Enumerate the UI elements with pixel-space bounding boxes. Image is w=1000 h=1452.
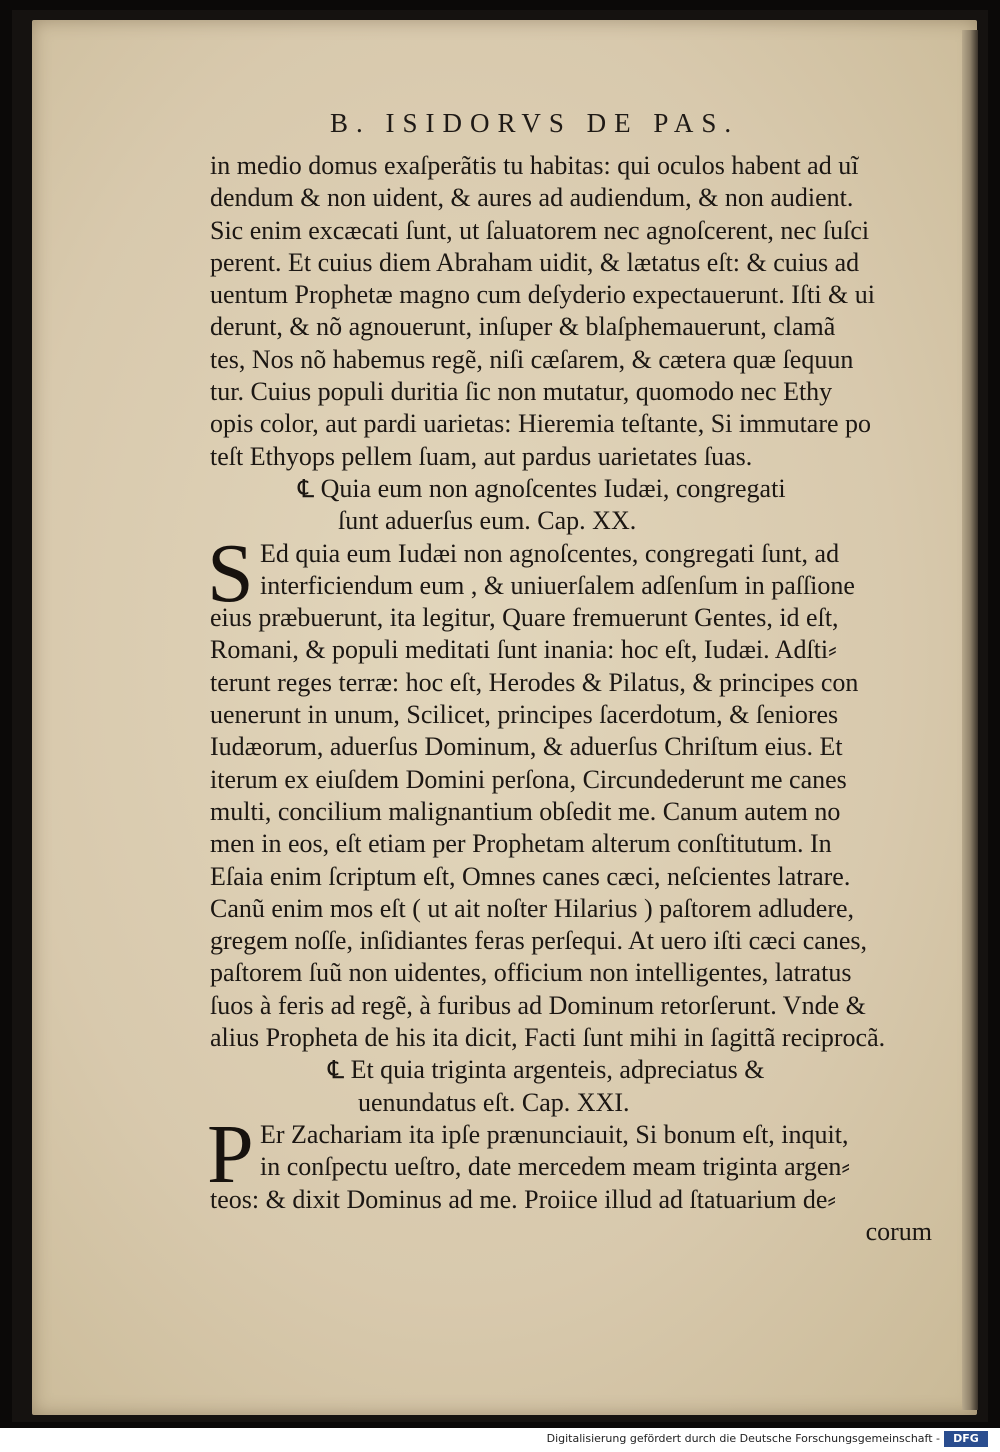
chapter-21-lines [210, 1119, 932, 1216]
pilcrow-icon: ℄ [328, 1057, 345, 1085]
chapter-21-text [207, 1107, 932, 1216]
text-line: Eſaia enim ſcriptum eſt, Omnes canes cæci, neſcientes latrare. [210, 861, 851, 891]
drop-cap: S [207, 526, 254, 620]
heading-line [298, 1054, 932, 1086]
text-line: iterum ex eiuſdem Domini perſona, Circundederunt me canes [210, 764, 847, 794]
footer-bar [0, 1428, 1000, 1452]
text-line: derunt, & nõ agnouerunt, inſuper & blaſphemauerunt, clamã [210, 312, 836, 342]
text-line: tur. Cuius populi duritia ſic non mutatur, quomodo nec Ethy [210, 377, 833, 407]
text-line: gregem noſſe, inſidiantes feras perſequi. At uero iſti cæci canes, [210, 926, 868, 956]
heading-line [298, 473, 932, 505]
page-edge [962, 30, 978, 1410]
text-line: uenerunt in unum, Scilicet, principes ſacerdotum, & ſeniores [210, 700, 839, 730]
text-line: in medio domus exaſperãtis tu habitas: qui oculos habent ad uĩ [210, 151, 859, 180]
heading-line: ſunt aduerſus eum. Cap. XX. [338, 506, 637, 536]
text-line: teos: & dixit Dominus ad me. Proiice illud ad ſtatuarium de⸗ [210, 1184, 837, 1214]
footer-credit: Digitalisierung gefördert durch die Deutsche Forschungsgemeinschaft - [546, 1432, 940, 1445]
text-line: Canũ enim mos eſt ( ut ait noſter Hilarius ) paſtorem adludere, [210, 893, 855, 923]
chapter-20-heading [210, 473, 932, 538]
heading-text: Quia eum non agnoſcentes Iudæi, congregati [320, 473, 786, 503]
drop-cap: P [207, 1107, 254, 1201]
text-line: opis color, aut pardi uarietas: Hieremia teſtante, Si immutare po [210, 409, 872, 439]
text-line: terunt reges terræ: hoc eſt, Herodes & Pilatus, & principes con [210, 667, 859, 697]
text-line: Ed quia eum Iudæi non agnoſcentes, congregati ſunt, ad [260, 538, 840, 568]
text-line: in conſpectu ueſtro, date mercedem meam triginta argen⸗ [260, 1152, 851, 1182]
heading-text: Et quia triginta argenteis, adpreciatus & [350, 1055, 765, 1085]
text-line: teſt Ethyops pellem ſuam, aut pardus uarietates ſuas. [210, 441, 753, 471]
preceding-text [210, 150, 932, 473]
text-line: interficiendum eum , & uniuerſalem adſenſum in paſſione [260, 570, 855, 600]
text-line: paſtorem ſuũ non uidentes, officium non intelligentes, latratus [210, 958, 852, 988]
running-head: B. ISIDORVS DE PAS. [330, 108, 740, 138]
text-line: uentum Prophetæ magno cum deſyderio expectauerunt. Iſti & ui [210, 280, 876, 310]
text-line: Sic enim excæcati ſunt, ut ſaluatorem nec agnoſcerent, nec ſuſci [210, 215, 870, 245]
text-line: ſuos à feris ad regẽ, à furibus ad Dominum retorſerunt. Vnde & [210, 990, 866, 1020]
dfg-logo: DFG [944, 1431, 988, 1447]
heading-line: uenundatus eſt. Cap. XXI. [358, 1087, 630, 1117]
text-line: perent. Et cuius diem Abraham uidit, & lætatus eſt: & cuius ad [210, 247, 860, 277]
text-line: men in eos, eſt etiam per Prophetam alterum conſtitutum. In [210, 829, 832, 859]
text-line: Er Zachariam ita ipſe prænunciauit, Si bonum eſt, inquit, [260, 1119, 849, 1149]
text-line: multi, concilium malignantium obſedit me. Canum autem no [210, 796, 841, 826]
text-line: eius præbuerunt, ita legitur, Quare fremuerunt Gentes, id eſt, [210, 603, 839, 633]
text-line: alius Propheta de his ita dicit, Facti ſunt mihi in ſagittã reciprocã. [210, 1023, 886, 1053]
text-line: tes, Nos nõ habemus regẽ, niſi cæſarem, & cætera quæ ſequun [210, 344, 854, 374]
catchword: corum [865, 1216, 932, 1246]
text-block [207, 150, 932, 1248]
pilcrow-icon: ℄ [298, 475, 315, 503]
text-line: Iudæorum, aduerſus Dominum, & aduerſus Chriſtum eius. Et [210, 732, 843, 762]
text-line: dendum & non uident, & aures ad audiendum, & non audient. [210, 183, 854, 213]
chapter-20-lines [210, 538, 932, 1055]
chapter-21-heading [210, 1054, 932, 1119]
text-line: Romani, & populi meditati ſunt inania: hoc eſt, Iudæi. Adſti⸗ [210, 635, 837, 665]
chapter-20-text [207, 526, 932, 1055]
